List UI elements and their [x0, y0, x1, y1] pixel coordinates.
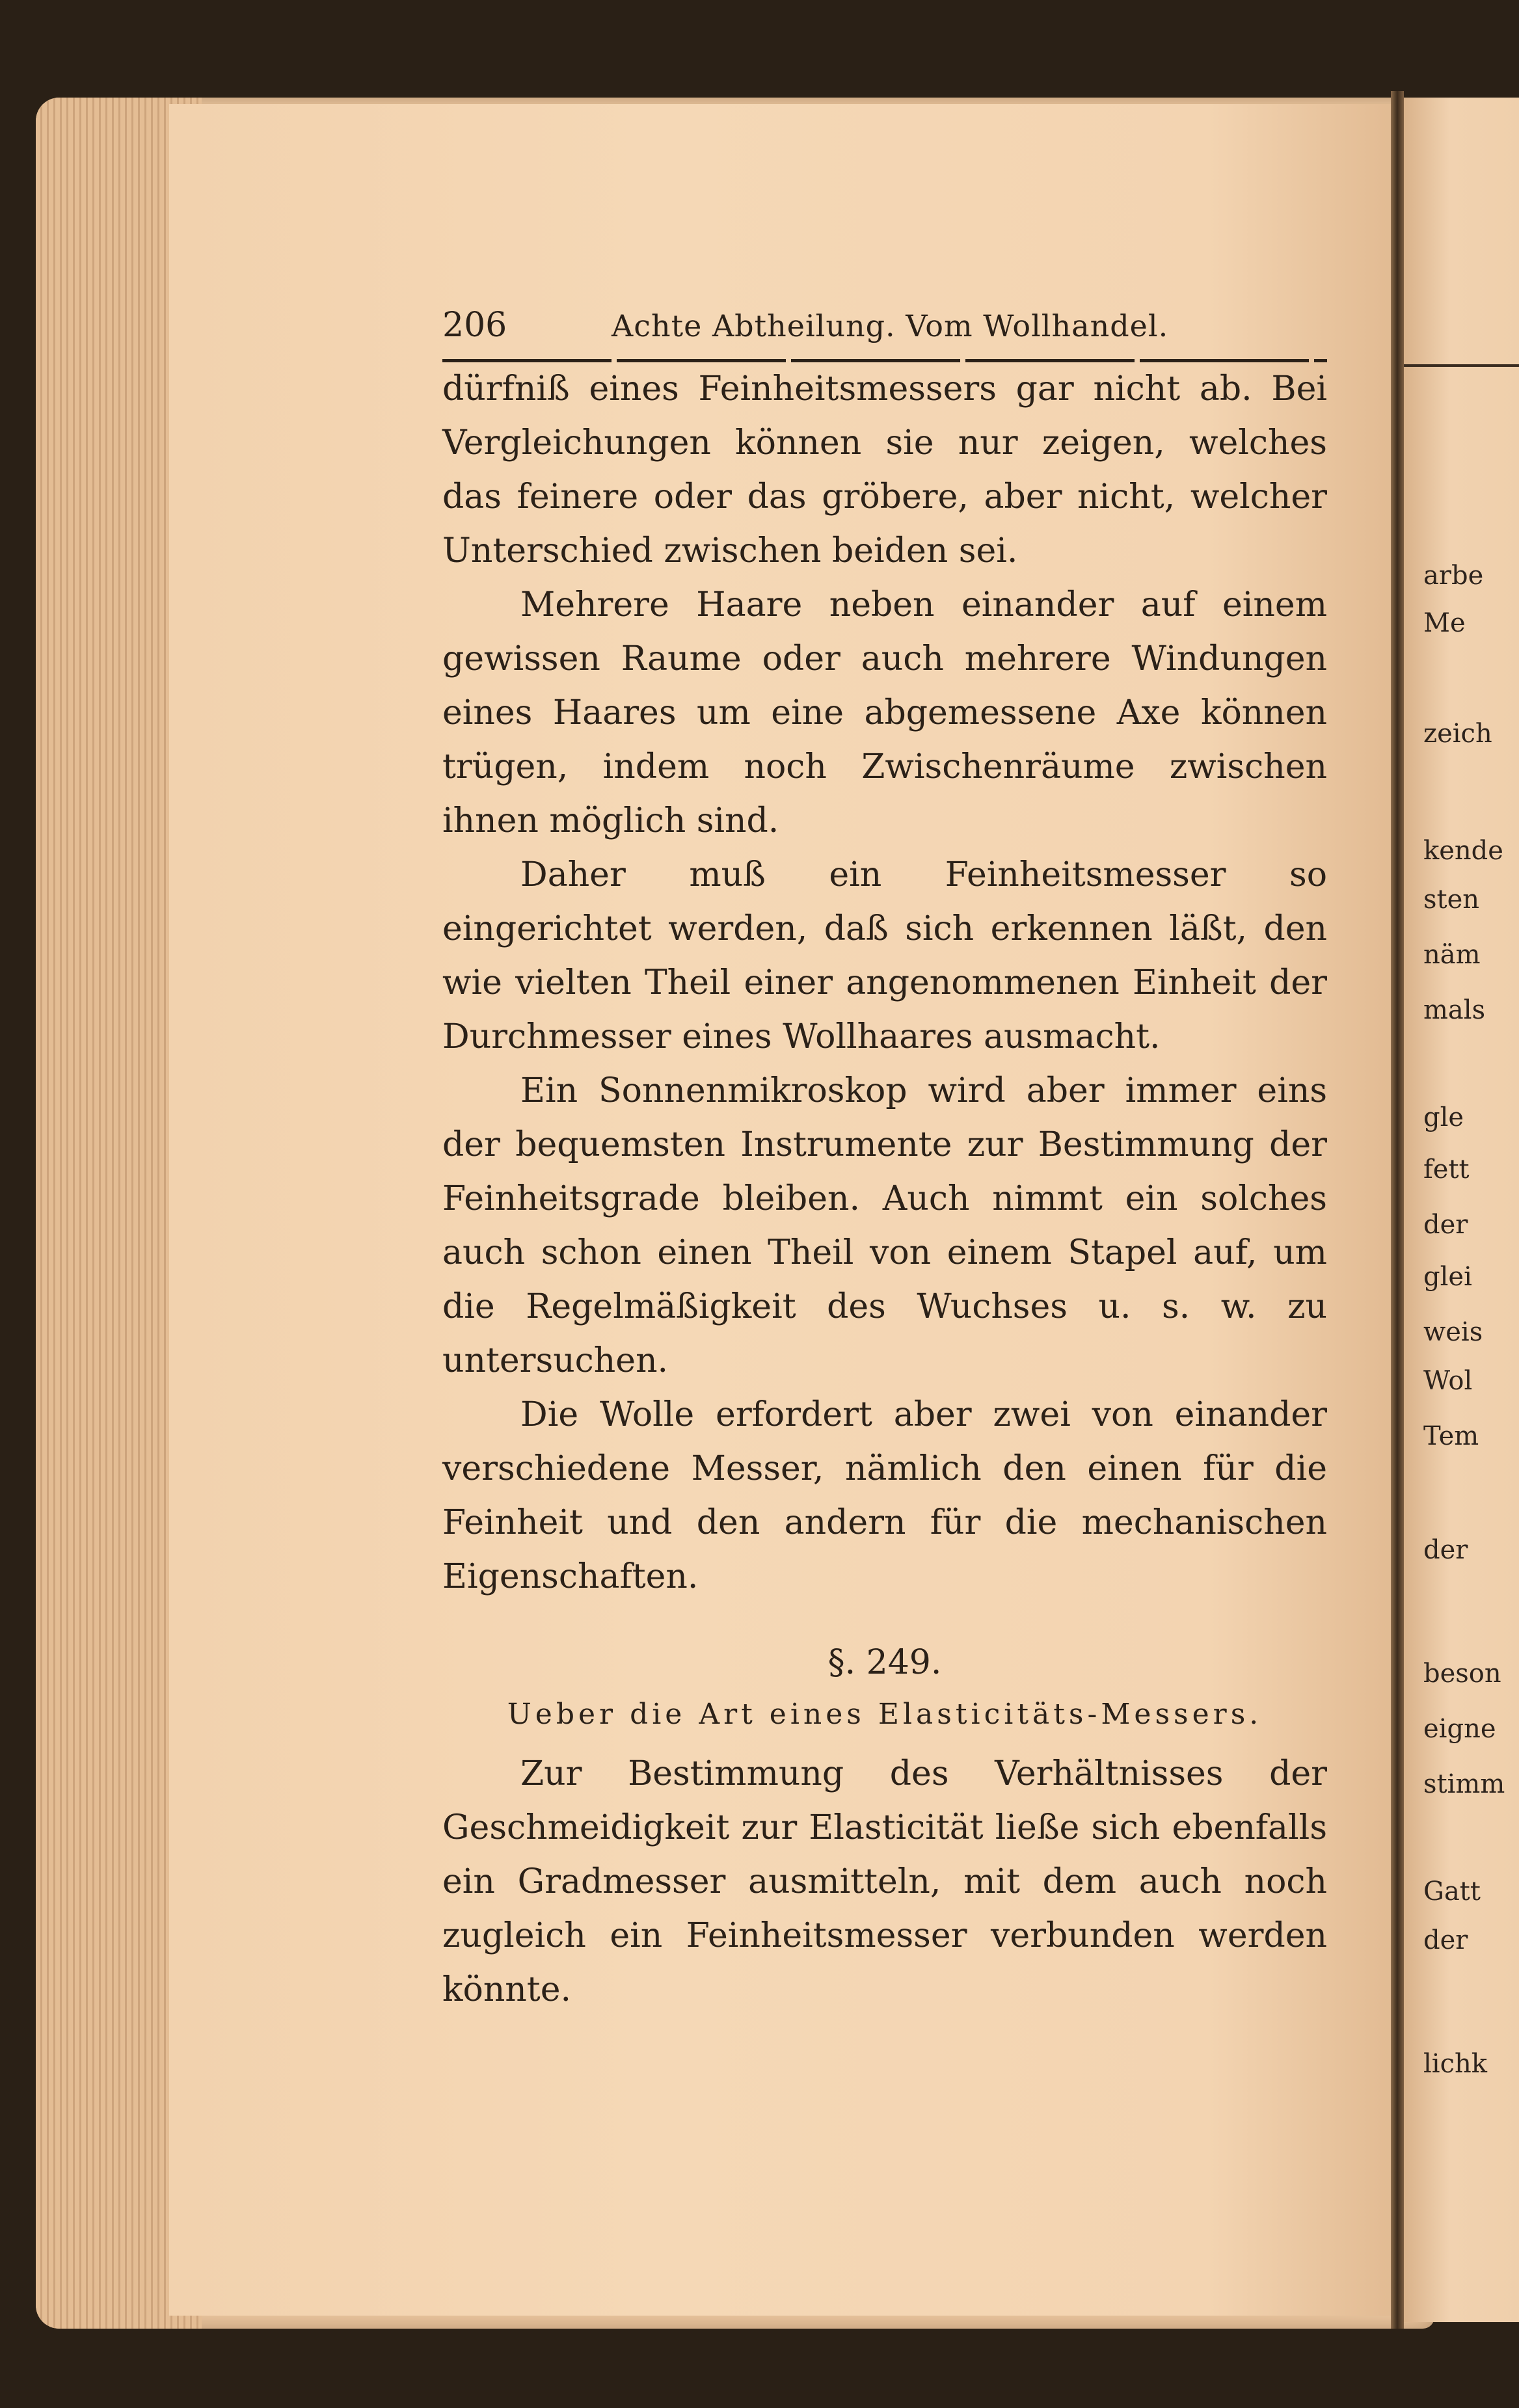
right-fragment: gle [1423, 1103, 1464, 1132]
right-fragment: eigne [1423, 1714, 1496, 1744]
paragraph: Mehrere Haare neben einander auf einem gewissen Raume oder auch mehrere Windungen eines Haares um eine abgemessene Axe können trügen, indem noch Zwischenräume zwischen ihnen möglich sind. [442, 585, 1327, 840]
right-fragment: Tem [1423, 1421, 1479, 1451]
section-title: Ueber die Art eines Elasticitäts-Messers. [507, 1698, 1263, 1731]
section-number: §. 249. [827, 1643, 942, 1682]
right-fragment: näm [1423, 940, 1481, 970]
right-fragment: mals [1423, 995, 1486, 1025]
running-head: Achte Abtheilung. Vom Wollhandel. [612, 308, 1169, 343]
right-fragment: der [1423, 1535, 1468, 1565]
right-page-header-rule [1404, 364, 1519, 367]
right-fragment: Me [1423, 608, 1466, 638]
right-fragment: zeich [1423, 719, 1492, 749]
right-fragment: sten [1423, 885, 1480, 915]
paragraph: Die Wolle erfordert aber zwei von einander verschiedene Messer, nämlich den einen für die Feinheit und den andern für die mechanischen Eigenschaften. [442, 1395, 1327, 1596]
page-number: 206 [442, 306, 507, 345]
right-fragment: lichk [1423, 2049, 1487, 2079]
paragraph: Ein Sonnenmikroskop wird aber immer eins der bequemsten Instrumente zur Bestimmung der Feinheitsgrade bleiben. Auch nimmt ein solches auch schon einen Theil von einem Stapel auf, um die Regelmäßigkeit des Wuchses u. s. w. zu untersuchen. [442, 1071, 1327, 1380]
right-fragment: arbe [1423, 561, 1484, 591]
paragraph: dürfniß eines Feinheitsmessers gar nicht ab. Bei Vergleichungen können sie nur zeigen, welches das feinere oder das gröbere, aber nicht, welcher Unterschied zwischen beiden sei. [442, 369, 1327, 570]
right-page [1404, 98, 1519, 2322]
right-fragment: stimm [1423, 1769, 1505, 1799]
right-fragment: weis [1423, 1317, 1483, 1347]
right-fragment: der [1423, 1210, 1468, 1240]
right-fragment: beson [1423, 1659, 1501, 1689]
book-gutter [1391, 91, 1404, 2329]
paragraph: Daher muß ein Feinheitsmesser so eingerichtet werden, daß sich erkennen läßt, den wie vielten Theil einer angenommenen Einheit der Durchmesser eines Wollhaares ausmacht. [442, 855, 1327, 1056]
page-content [442, 306, 1327, 2017]
right-fragment: Wol [1423, 1366, 1473, 1396]
page-header [442, 306, 1327, 351]
right-fragment: glei [1423, 1262, 1472, 1292]
right-fragment: Gatt [1423, 1877, 1481, 1906]
right-fragment: kende [1423, 836, 1503, 866]
right-fragment: der [1423, 1925, 1468, 1955]
right-fragment: fett [1423, 1155, 1470, 1184]
section-paragraph: Zur Bestimmung des Verhältnisses der Geschmeidigkeit zur Elasticität ließe sich ebenfalls ein Gradmesser ausmitteln, mit dem auch noch zugleich ein Feinheitsmesser verbunden werden könnte. [442, 1754, 1327, 2009]
